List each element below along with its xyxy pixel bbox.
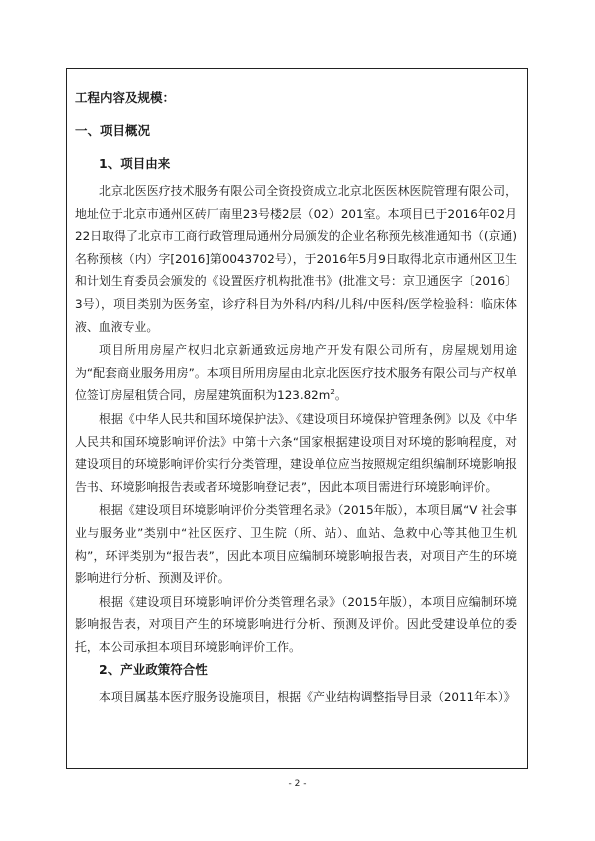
paragraph-policy: 本项目属基本医疗服务设施项目，根据《产业结构调整指导目录（2011年本）》 [99,690,516,705]
heading-project-origin: 1、项目由来 [99,156,171,171]
property-text-end: 。 [334,388,347,403]
paragraph-property [75,339,517,407]
area-unit-superscript: 2 [330,388,335,397]
content-table-cell [66,68,528,769]
section-title: 工程内容及规模： [75,90,176,105]
document-body [75,89,517,710]
paragraph-commission: 根据《建设项目环境影响评价分类管理名录》（2015年版），本项目应编制环境影响报告表，对项目产生的环境影响进行分析、预测及评价。因此受建设单位的委托，本公司承担本项目环境影响评价工作。 [75,594,517,654]
heading-industry-policy: 2、产业政策符合性 [99,662,208,678]
paragraph-origin: 北京北医医疗技术服务有限公司全资投资成立北京北医医林医院管理有限公司，地址位于北京市通州区砖厂南里23号楼2层（02）201室。本项目已于2016年02月22日取得了北京市工商行政管理局通州分局颁发的企业名称预先核准通知书（(京通)名称预核（内）字[2016]第0043702号），于2016年5月9日取得北京市通州区卫生和计划生育委员会颁发的《设置医疗机构批准书》(批准文号：京卫通医字〔2016〕3号），项目类别为医务室，诊疗科目为外科/内科/儿科/中医科/医学检验科：临床体液、血液专业。 [75,184,517,334]
paragraph-classification: 根据《建设项目环境影响评价分类管理名录》（2015年版），本项目属“Ⅴ 社会事业与服务业”类别中“社区医疗、卫生院（所、站）、血站、急救中心等其他卫生机构”，环评类别为“报告表”，因此本项目应编制环境影响报告表，对项目产生的环境影响进行分析、预测及评价。 [75,503,517,586]
page-number: - 2 - [288,779,307,789]
heading-project-overview: 一、项目概况 [75,123,151,138]
paragraph-legal-basis: 根据《中华人民共和国环境保护法》、《建设项目环境保护管理条例》以及《中华人民共和国环境影响评价法》中第十六条“国家根据建设项目对环境的影响程度，对建设项目的环境影响评价实行分类管理，建设单位应当按照规定组织编制环境影响报告书、环境影响报告表或者环境影响登记表”，因此本项目需进行环境影响评价。 [75,411,517,494]
property-text: 项目所用房屋产权归北京新通致远房地产开发有限公司所有，房屋规划用途为“配套商业服务用房”。本项目所用房屋由北京北医医疗技术服务有限公司与产权单位签订房屋租赁合同，房屋建筑面积为123.82m [75,343,517,403]
